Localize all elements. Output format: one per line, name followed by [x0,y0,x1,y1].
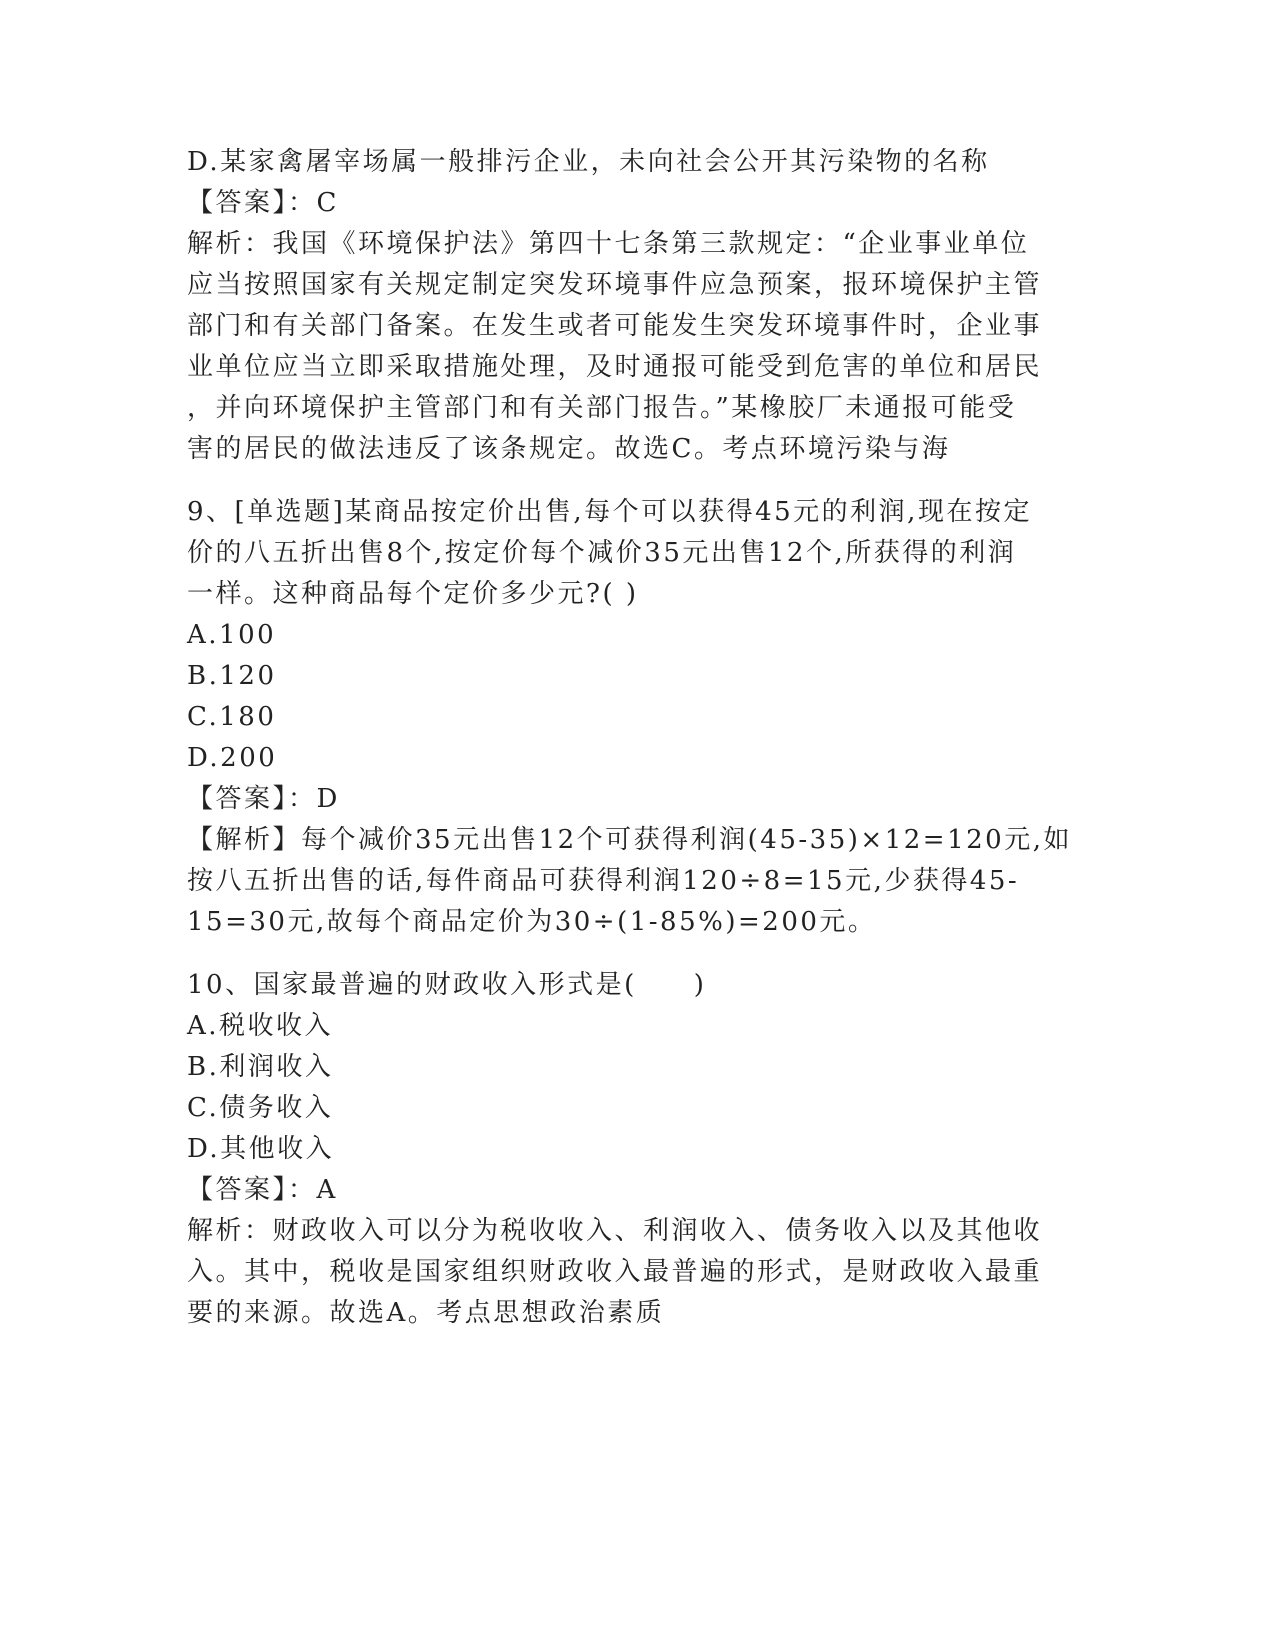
option-a: A.100 [187,620,277,650]
explanation-line: 部门和有关部门备案。在发生或者可能发生突发环境事件时，企业事 [187,311,1043,341]
explanation-line: 【解析】每个减价35元出售12个可获得利润(45-35)×12=120元,如 [187,825,1072,855]
option-c: C.180 [187,702,277,732]
explanation-line: 应当按照国家有关规定制定突发环境事件应急预案，报环境保护主管 [187,270,1043,300]
option-b: B.120 [187,661,277,691]
answer-line: 【答案】：A [187,1175,338,1205]
explanation-line: 解析：财政收入可以分为税收收入、利润收入、债务收入以及其他收 [187,1216,1043,1246]
question-stem-line: 9、[单选题]某商品按定价出售,每个可以获得45元的利润,现在按定 [187,497,1032,527]
question-stem-line: 一样。这种商品每个定价多少元?( ) [187,579,639,609]
explanation-line: 解析：我国《环境保护法》第四十七条第三款规定：“企业事业单位 [187,229,1030,259]
answer-line: 【答案】：C [187,188,339,218]
question-stem-line: 价的八五折出售8个,按定价每个减价35元出售12个,所获得的利润 [187,538,1017,568]
answer-line: 【答案】：D [187,784,340,814]
option-c: C.债务收入 [187,1093,334,1123]
explanation-line: 业单位应当立即采取措施处理，及时通报可能受到危害的单位和居民 [187,352,1043,382]
explanation-line: 害的居民的做法违反了该条规定。故选C。考点环境污染与海 [187,434,951,464]
option-d: D.其他收入 [187,1134,335,1164]
option-a: A.税收收入 [187,1011,334,1041]
explanation-line: 要的来源。故选A。考点思想政治素质 [187,1298,665,1328]
explanation-line: ，并向环境保护主管部门和有关部门报告。”某橡胶厂未通报可能受 [187,393,1017,423]
option-b: B.利润收入 [187,1052,334,1082]
explanation-line: 15=30元,故每个商品定价为30÷(1-85%)=200元。 [187,907,877,937]
explanation-line: 按八五折出售的话,每件商品可获得利润120÷8=15元,少获得45- [187,866,1020,896]
question-stem: 10、国家最普遍的财政收入形式是( ) [187,970,707,1000]
option-d: D.某家禽屠宰场属一般排污企业，未向社会公开其污染物的名称 [187,147,990,177]
option-d: D.200 [187,743,278,773]
explanation-line: 入。其中，税收是国家组织财政收入最普遍的形式，是财政收入最重 [187,1257,1043,1287]
